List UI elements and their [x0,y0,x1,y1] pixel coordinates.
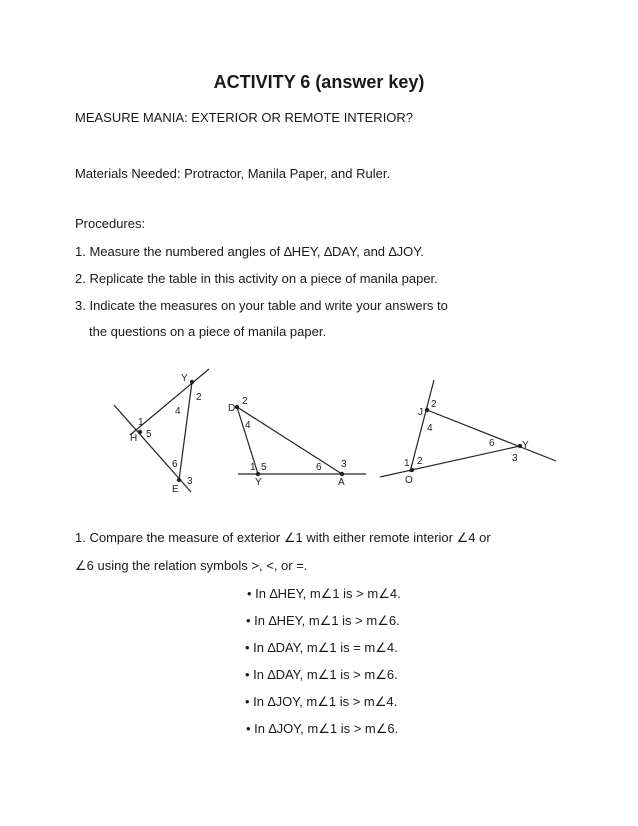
label-hey-angle-2: 2 [196,392,202,403]
label-day-angle-2: 2 [242,396,248,407]
point-day-d [235,405,239,409]
point-hey-h [138,430,142,434]
label-hey-angle-4: 4 [175,406,181,417]
activity-subtitle: MEASURE MANIA: EXTERIOR OR REMOTE INTERIOR? [75,110,414,125]
label-joy-angle-1: 1 [404,458,410,469]
label-hey-angle-1: 1 [138,417,144,428]
procedure-step-3-continued: the questions on a piece of manila paper. [89,324,327,339]
label-hey-vertex-y: Y [181,373,188,384]
label-day-vertex-d: D [228,403,236,414]
label-day-angle-4: 4 [245,420,251,431]
label-joy-angle-2-bottom: 2 [417,456,423,467]
label-hey-angle-6: 6 [172,459,178,470]
label-joy-vertex-j: J [418,407,423,418]
answer-hey-angle-4: • In ∆HEY, m∠1 is > m∠4. [247,586,401,601]
label-joy-angle-4: 4 [427,423,433,434]
label-day-angle-1: 1 [250,462,256,473]
procedure-step-1: 1. Measure the numbered angles of ∆HEY, ∆DAY, and ∆JOY. [75,244,424,259]
label-joy-vertex-o: O [405,475,413,486]
answer-joy-angle-4: • In ∆JOY, m∠1 is > m∠4. [245,694,398,709]
label-hey-vertex-e: E [172,484,179,495]
label-joy-angle-2-top: 2 [431,399,437,410]
answer-day-angle-6: • In ∆DAY, m∠1 is > m∠6. [245,667,398,682]
label-day-vertex-a: A [338,477,345,488]
point-hey-e [177,478,181,482]
label-day-angle-6: 6 [316,462,322,473]
joy-line-oy [380,446,520,477]
answer-day-angle-4: • In ∆DAY, m∠1 is = m∠4. [245,640,398,655]
label-day-angle-3: 3 [341,459,347,470]
procedure-step-2: 2. Replicate the table in this activity on a piece of manila paper. [75,271,438,286]
label-hey-angle-3: 3 [187,476,193,487]
point-hey-y [190,380,194,384]
point-joy-j [425,408,429,412]
hey-line-ye [179,382,192,480]
answer-joy-angle-6: • In ∆JOY, m∠1 is > m∠6. [246,721,399,736]
label-day-vertex-y: Y [255,477,262,488]
label-joy-vertex-y: Y [522,440,529,451]
label-joy-angle-3: 3 [512,453,518,464]
page-title: ACTIVITY 6 (answer key) [213,72,425,92]
question-1-line-2: ∠6 using the relation symbols >, <, or =. [75,558,308,573]
question-1-line-1: 1. Compare the measure of exterior ∠1 with either remote interior ∠4 or [75,530,491,545]
label-day-angle-5: 5 [261,462,267,473]
point-day-y [256,472,260,476]
label-joy-angle-6: 6 [489,438,495,449]
label-hey-angle-5: 5 [146,429,152,440]
label-hey-vertex-h: H [130,433,138,444]
procedures-heading: Procedures: [75,216,146,231]
materials-needed: Materials Needed: Protractor, Manila Paper, and Ruler. [75,166,391,181]
procedure-step-3: 3. Indicate the measures on your table and write your answers to [75,298,448,313]
answer-hey-angle-6: • In ∆HEY, m∠1 is > m∠6. [246,613,400,628]
point-joy-o [410,468,414,472]
joy-line-jy [427,410,556,461]
triangle-figures [100,358,570,498]
point-day-a [340,472,344,476]
